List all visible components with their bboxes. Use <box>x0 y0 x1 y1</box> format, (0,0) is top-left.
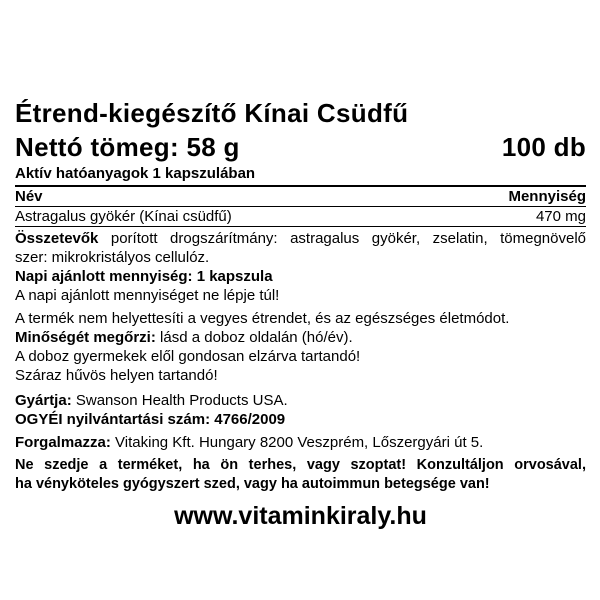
ingredients-label: Összetevők <box>15 230 99 247</box>
website-url: www.vitaminkiraly.hu <box>174 502 427 530</box>
storage-note: Száraz hűvös helyen tartandó! <box>15 367 218 384</box>
net-weight: Nettó tömeg: 58 g <box>15 132 240 162</box>
best-before-label: Minőségét megőrzi: <box>15 329 156 346</box>
net-weight-row <box>15 130 586 164</box>
ingredients-text-1: porított drogszárítmány: astragalus gyökér, zselatin, tömegnövelő <box>110 230 586 247</box>
manufacturer-label: Gyártja: <box>15 392 72 409</box>
ingredients-line-1 <box>15 229 586 248</box>
product-title: Étrend-kiegészítő Kínai Csüdfű <box>15 98 409 128</box>
capsule-count: 100 db <box>501 132 586 162</box>
ingredient-name: Astragalus gyökér (Kínai csüdfű) <box>15 208 232 225</box>
warning-line-1: Ne szedje a terméket, ha ön terhes, vagy szoptat! Konzultáljon orvosával, <box>15 457 586 473</box>
diet-note: A termék nem helyettesíti a vegyes étrendet, és az egészséges életmódot. <box>15 310 510 327</box>
child-safety-note: A doboz gyermekek elől gondosan elzárva tartandó! <box>15 348 361 365</box>
supplement-label <box>15 0 586 531</box>
distributor <box>15 433 586 452</box>
table-row <box>15 207 586 227</box>
best-before <box>15 328 586 347</box>
table-header-row <box>15 187 586 207</box>
ingredient-amount: 470 mg <box>535 208 586 225</box>
column-header-amount: Mennyiség <box>508 188 586 205</box>
active-ingredients-table <box>15 185 586 227</box>
manufacturer-text: Swanson Health Products USA. <box>75 392 288 409</box>
distributor-text: Vitaking Kft. Hungary 8200 Veszprém, Lőszergyári út 5. <box>115 434 484 451</box>
distributor-label: Forgalmazza: <box>15 434 111 451</box>
registration-number: OGYÉI nyilvántartási szám: 4766/2009 <box>15 411 286 428</box>
best-before-text: lásd a doboz oldalán (hó/év). <box>160 329 353 346</box>
active-ingredients-caption: Aktív hatóanyagok 1 kapszulában <box>15 165 256 182</box>
dose-limit-warning: A napi ajánlott mennyiséget ne lépje túl! <box>15 287 280 304</box>
column-header-name: Név <box>15 188 43 205</box>
warning-line-2: ha vényköteles gyógyszert szed, vagy ha autoimmun betegsége van! <box>15 476 490 492</box>
manufacturer <box>15 391 586 410</box>
ingredients-line-2: szer: mikrokristályos cellulóz. <box>15 249 210 266</box>
daily-dose: Napi ajánlott mennyiség: 1 kapszula <box>15 268 273 285</box>
